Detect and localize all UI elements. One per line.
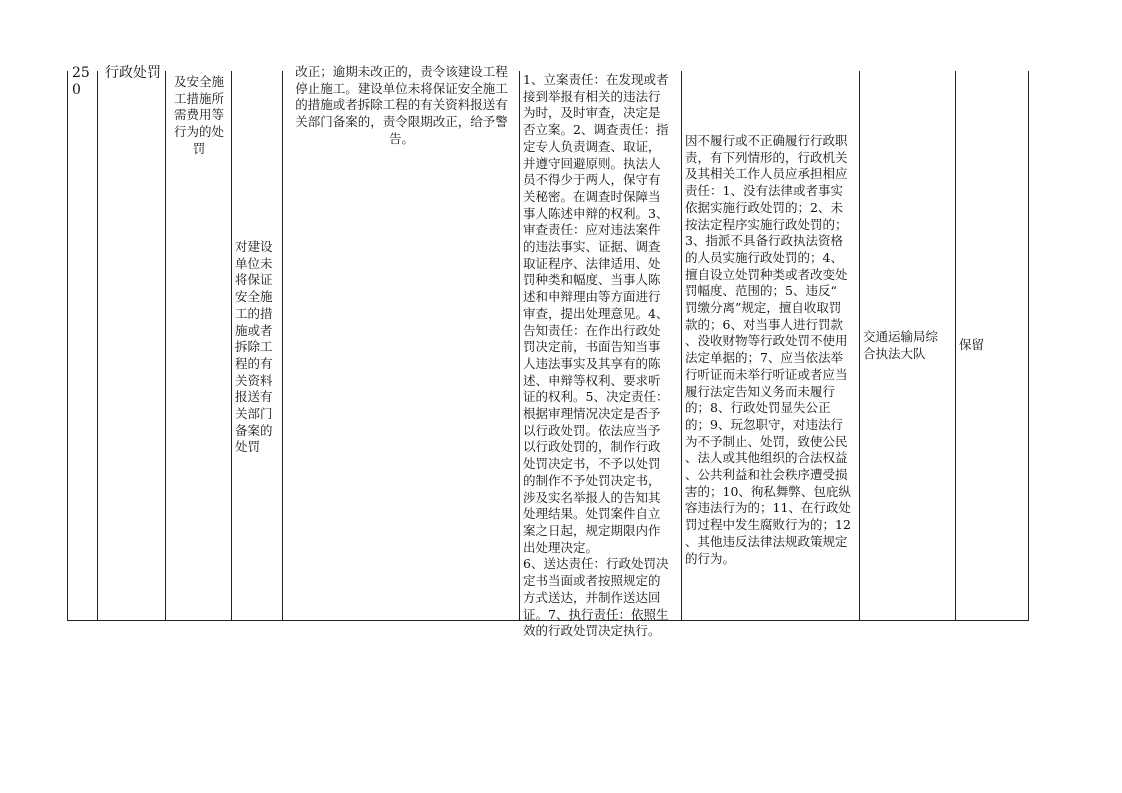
subitem-name-cell (166, 71, 232, 620)
status-cell (956, 71, 1026, 620)
subitem-name-text: 及安全施 工措施所 需费用等 行为的处 罚 (173, 74, 224, 156)
category-text: 行政处罚 (105, 65, 161, 81)
category-cell (98, 65, 166, 620)
authority-table-row (67, 64, 1029, 639)
department-text: 交通运输局综 合执法大队 (863, 329, 939, 361)
accountability-text: 因不履行或不正确履行行政职 责，有下列情形的，行政机关 及其相关工作人员应承担相应 责任：1、没有法律或者事实 依据实施行政处罚的；2、未 按法定程序实施行政处罚的； 3、指派不具备行政执法资格 的人员实施行政处罚的；4、 擅自设立处罚种类或者改变处 罚幅度、范围的；5、违反“ 罚缴分离”规定，擅自收取罚 款的；6、对当事人进行罚款 、没收财物等行政处罚不使用 法定单据的；7、应当依法举 行听证而未举行听证或者应当 履行法定告知义务而未履行 的；8、行政处罚显失公正 的；9、玩忽职守，对违法行 为不予制止、处罚，致使公民 、法人或其他组织的合法权益 、公共利益和社会秩序遭受损 害的；10、徇私舞弊、包庇纵 容违法行为的；11、在行政处 罚过程中发生腐败行为的；12 、其他违反法律法规政策规定 的行为。 (685, 133, 851, 566)
index-cell (68, 65, 98, 620)
department-cell (860, 71, 956, 620)
accountability-cell (682, 71, 860, 620)
basis-text: 改正；逾期未改正的，责令该建设工程 停止施工。建设单位未将保证安全施工 的措施或者拆除工程的有关资料报送有 关部门备案的，责令限期改正，给予警 告。 (295, 64, 508, 146)
item-name-cell (232, 71, 283, 620)
item-name-text: 对建设 单位未 将保证 安全施 工的措 施或者 拆除工 程的有 关资料 报送有 关部门 备案的 处罚 (235, 239, 273, 455)
basis-cell (283, 64, 520, 620)
responsibility-cell (520, 71, 682, 639)
status-text: 保留 (959, 337, 985, 352)
responsibility-text: 1、立案责任：在发现或者 接到举报有相关的违法行 为时，及时审查，决定是 否立案。2、调查责任：指 定专人负责调查、取证， 并遵守回避原则。执法人 员不得少于两人，保守有 关秘密。在调查时保障当 事人陈述申辩的权利。3、 审查责任：应对违法案件 的违法事实、证据、调查 取证程序、法律适用、处 罚种类和幅度、当事人陈 述和申辩理由等方面进行 审查，提出处理意见。4、 告知责任：在作出行政处 罚决定前，书面告知当事 人违法事实及其享有的陈 述、申辩等权利、要求听 证的权利。5、决定责任： 根据审理情况决定是否予 以行政处罚。依法应当予 以行政处罚的，制作行政 处罚决定书，不予以处罚 的制作不予处罚决定书， 涉及实名举报人的告知其 处理结果。处罚案件自立 案之日起，规定期限内作 出处理决定。 6、送达责任：行政处罚决 定书当面或者按照规定的 方式送达，并制作送达回 证。7、执行责任：依照生 效的行政处罚决定执行。 (523, 72, 669, 639)
row-index: 250 (72, 65, 90, 98)
